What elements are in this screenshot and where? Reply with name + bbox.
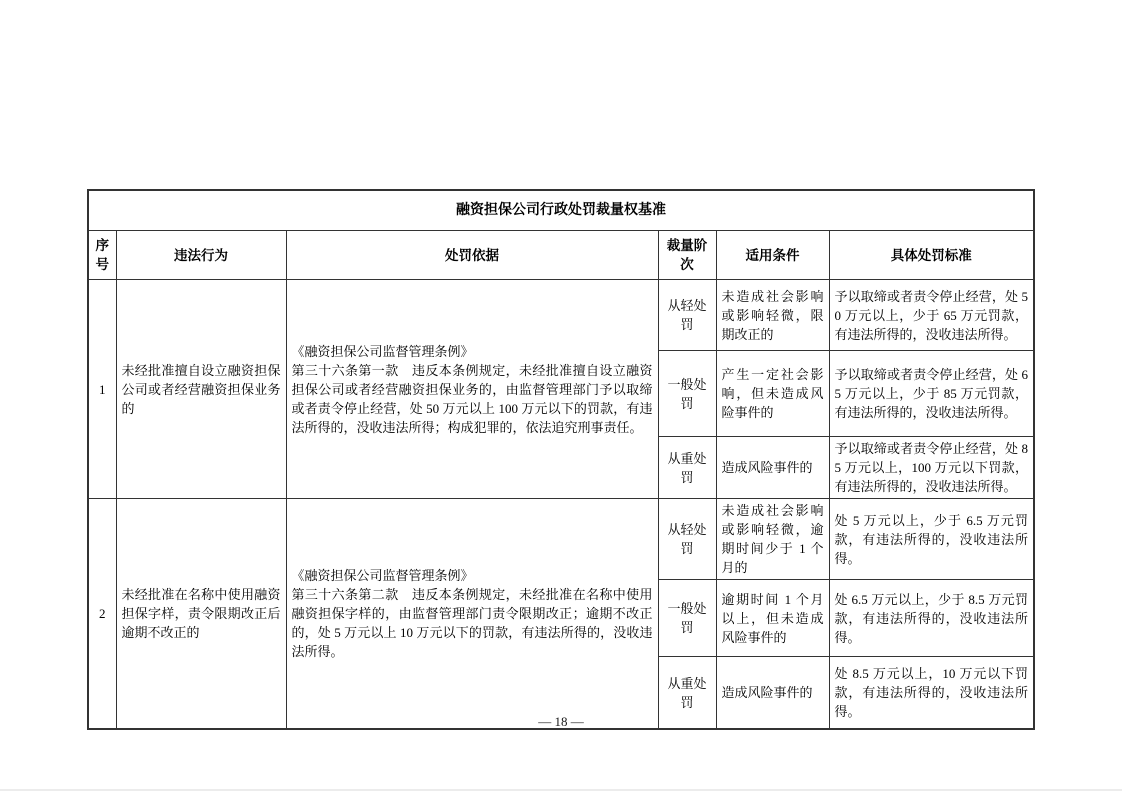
table-row [88, 499, 1034, 580]
tier-condition: 造成风险事件的 [716, 657, 829, 730]
basis-regulation-body: 第三十六条第一款 违反本条例规定，未经批准擅自设立融资担保公司或者经营融资担保业务的，由监督管理部门予以取缔或者责令停止经营，处 50 万元以上 100 万元以下的罚款，有违法所得的，没收违法所得；构成犯罪的，依法追究刑事责任。 [291, 362, 653, 435]
tier-condition: 造成风险事件的 [716, 437, 829, 499]
col-header-tier: 裁量阶次 [658, 231, 716, 280]
penalty-standards-table [87, 189, 1035, 730]
basis-regulation-body: 第三十六条第二款 违反本条例规定，未经批准在名称中使用融资担保字样的，由监督管理部门责令限期改正；逾期不改正的，处 5 万元以上 10 万元以下的罚款，有违法所得的，没收违法所得。 [291, 587, 653, 659]
row-number: 2 [88, 499, 116, 730]
tier-level: 一般处罚 [658, 580, 716, 657]
tier-level: 一般处罚 [658, 351, 716, 437]
col-header-condition: 适用条件 [716, 231, 829, 280]
col-header-basis: 处罚依据 [286, 231, 658, 280]
tier-level: 从轻处罚 [658, 280, 716, 351]
table-title-row [88, 190, 1034, 231]
tier-condition: 逾期时间 1 个月以上，但未造成风险事件的 [716, 580, 829, 657]
page-number: — 18 — [538, 714, 584, 729]
basis-regulation-title: 《融资担保公司监督管理条例》 [291, 343, 474, 359]
col-header-no: 序号 [88, 231, 116, 280]
basis-cell [286, 280, 658, 499]
page-break-line [0, 789, 1122, 791]
tier-level: 从轻处罚 [658, 499, 716, 580]
row-number: 1 [88, 280, 116, 499]
tier-condition: 产生一定社会影响，但未造成风险事件的 [716, 351, 829, 437]
tier-level: 从重处罚 [658, 657, 716, 730]
basis-cell [286, 499, 658, 730]
tier-condition: 未造成社会影响或影响轻微，限期改正的 [716, 280, 829, 351]
tier-standard: 处 5 万元以上，少于 6.5 万元罚款，有违法所得的，没收违法所得。 [829, 499, 1034, 580]
table-title: 融资担保公司行政处罚裁量权基准 [88, 190, 1034, 231]
tier-standard: 处 8.5 万元以上，10 万元以下罚款，有违法所得的，没收违法所得。 [829, 657, 1034, 730]
col-header-violation: 违法行为 [116, 231, 286, 280]
tier-level: 从重处罚 [658, 437, 716, 499]
tier-standard: 予以取缔或者责令停止经营，处 65 万元以上，少于 85 万元罚款，有违法所得的，没收违法所得。 [829, 351, 1034, 437]
tier-standard: 处 6.5 万元以上，少于 8.5 万元罚款，有违法所得的，没收违法所得。 [829, 580, 1034, 657]
violation-text: 未经批准在名称中使用融资担保字样，责令限期改正后逾期不改正的 [116, 499, 286, 730]
tier-standard: 予以取缔或者责令停止经营，处 50 万元以上，少于 65 万元罚款，有违法所得的，没收违法所得。 [829, 280, 1034, 351]
table-header-row [88, 231, 1034, 280]
basis-regulation-title: 《融资担保公司监督管理条例》 [291, 568, 474, 583]
tier-condition: 未造成社会影响或影响轻微，逾期时间少于 1 个月的 [716, 499, 829, 580]
col-header-standard: 具体处罚标准 [829, 231, 1034, 280]
tier-standard: 予以取缔或者责令停止经营，处 85 万元以上，100 万元以下罚款，有违法所得的，没收违法所得。 [829, 437, 1034, 499]
table-row [88, 280, 1034, 351]
violation-text: 未经批准擅自设立融资担保公司或者经营融资担保业务的 [116, 280, 286, 499]
